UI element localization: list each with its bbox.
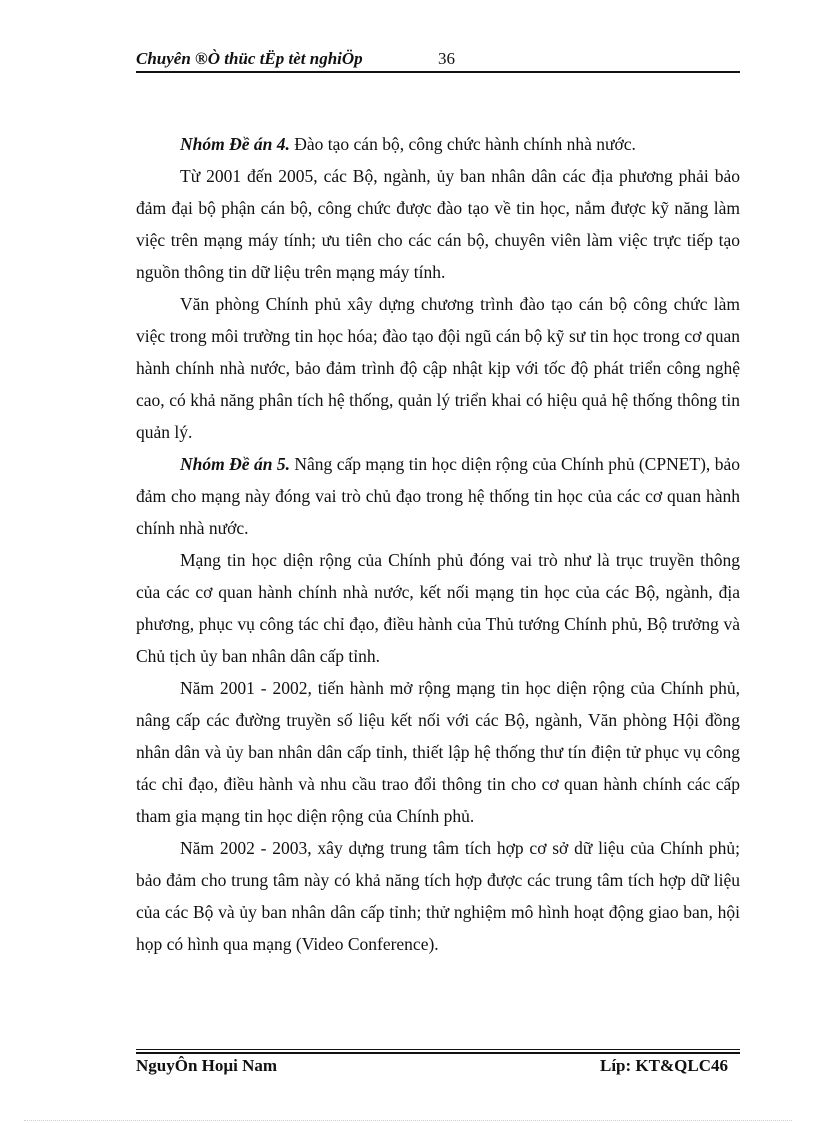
paragraph — [136, 832, 740, 960]
paragraph-text: Đào tạo cán bộ, công chức hành chính nhà nước. — [289, 134, 636, 154]
paragraph-text: Năm 2002 - 2003, xây dựng trung tâm tích hợp cơ sở dữ liệu của Chính phủ; bảo đảm cho trung tâm này có khả năng tích hợp được các trung tâm tích hợp dữ liệu của các Bộ và ủy ban nhân dân cấp tỉnh; thử nghiệm mô hình hoạt động giao ban, hội họp có hình qua mạng (Video Conference). — [136, 838, 740, 954]
footer-divider-thick — [136, 1052, 740, 1054]
document-body — [136, 128, 740, 960]
paragraph-project-5 — [136, 448, 740, 544]
paragraph-text: Mạng tin học diện rộng của Chính phủ đóng vai trò như là trục truyền thông của các cơ quan hành chính nhà nước, kết nối mạng tin học của các Bộ, ngành, địa phương, phục vụ công tác chỉ đạo, điều hành của Thủ tướng Chính phủ, Bộ trưởng và Chủ tịch ủy ban nhân dân cấp tỉnh. — [136, 550, 740, 666]
page-header — [136, 48, 740, 72]
paragraph-project-4 — [136, 128, 740, 160]
header-title: Chuyên ®Ò thüc tËp tèt nghiÖp — [136, 49, 363, 68]
footer-divider-thin — [136, 1049, 740, 1050]
paragraph — [136, 544, 740, 672]
paragraph-text: Năm 2001 - 2002, tiến hành mở rộng mạng tin học diện rộng của Chính phủ, nâng cấp các đường truyền số liệu kết nối với các Bộ, ngành, Văn phòng Hội đồng nhân dân và ủy ban nhân dân cấp tỉnh, thiết lập hệ thống thư tín điện tử phục vụ công tác chỉ đạo, điều hành và nhu cầu trao đổi thông tin cho cơ quan hành chính các cấp tham gia mạng tin học diện rộng của Chính phủ. — [136, 678, 740, 826]
paragraph — [136, 288, 740, 448]
paragraph-lead: Nhóm Đề án 4. — [180, 134, 290, 154]
page-footer — [136, 1055, 740, 1079]
paragraph-text: Từ 2001 đến 2005, các Bộ, ngành, ủy ban nhân dân các địa phương phải bảo đảm đại bộ phận cán bộ, công chức được đào tạo về tin học, nắm được kỹ năng làm việc trên mạng máy tính; ưu tiên cho các cán bộ, chuyên viên làm việc trực tiếp tạo nguồn thông tin dữ liệu trên mạng máy tính. — [136, 166, 740, 282]
paragraph-text: Nâng cấp mạng tin học diện rộng của Chính phủ (CPNET), bảo đảm cho mạng này đóng vai trò chủ đạo trong hệ thống tin học của các cơ quan hành chính nhà nước. — [136, 454, 740, 538]
footer-author: NguyÔn Hoµi Nam — [136, 1056, 278, 1075]
page-number: 36 — [438, 49, 455, 68]
paragraph — [136, 672, 740, 832]
header-divider — [136, 71, 740, 73]
paragraph-lead: Nhóm Đề án 5. — [180, 454, 290, 474]
paragraph-text: Văn phòng Chính phủ xây dựng chương trình đào tạo cán bộ công chức làm việc trong môi trường tin học hóa; đào tạo đội ngũ cán bộ kỹ sư tin học trong cơ quan hành chính nhà nước, bảo đảm trình độ cập nhật kịp với tốc độ phát triển công nghệ cao, có khả năng phân tích hệ thống, quản lý triển khai có hiệu quả hệ thống thông tin quản lý. — [136, 294, 740, 442]
paragraph — [136, 160, 740, 288]
footer-class: Líp: KT&QLC46 — [600, 1056, 728, 1075]
page-edge-dots — [24, 1120, 792, 1121]
